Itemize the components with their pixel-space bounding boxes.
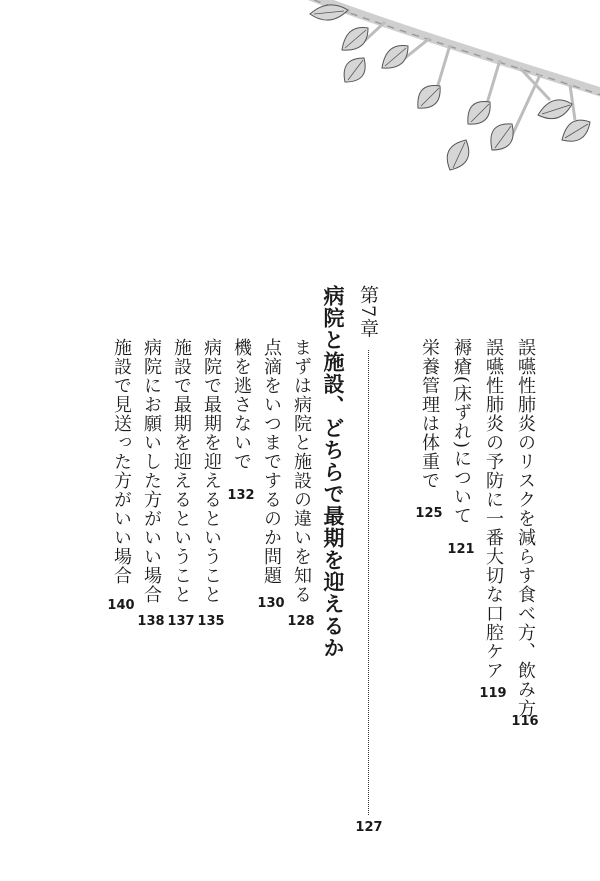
chapter-page: 127	[355, 820, 383, 835]
toc-entry-title: 施設で最期を迎えるということ	[171, 338, 192, 604]
toc-entry-title: 褥瘡(床ずれ)について	[451, 338, 472, 526]
toc-entry-page: 137	[167, 614, 195, 629]
toc-entry-page: 140	[107, 598, 135, 613]
toc-entry-title: 病院で最期を迎えるということ	[201, 338, 222, 604]
chapter-title: 病院と施設、どちらで最期を迎えるか	[321, 285, 345, 659]
leaf-icon	[447, 140, 469, 170]
leaf-icon	[562, 120, 590, 141]
toc-entry-page: 130	[257, 596, 285, 611]
toc-entry-page: 132	[227, 488, 255, 503]
leaf-icon	[468, 101, 490, 124]
leaf-icon	[538, 100, 572, 119]
toc-entry-title: 誤嚥性肺炎の予防に一番大切な口腔ケア	[483, 338, 504, 680]
toc-entry-page: 138	[137, 614, 165, 629]
chapter-label: 第7章	[357, 285, 379, 339]
toc-entry-title: 病院にお願いした方がいい場合	[141, 338, 162, 604]
toc-entry-page: 119	[479, 686, 507, 701]
toc-entry-page: 116	[511, 714, 539, 729]
toc-entry-title: 機を逃さないで	[231, 338, 252, 471]
toc-entry-title: 誤嚥性肺炎のリスクを減らす食べ方、飲み方	[515, 338, 536, 718]
toc-entry-title: まずは病院と施設の違いを知る	[291, 338, 312, 604]
branch-illustration	[290, 0, 600, 210]
leaf-icon	[418, 85, 440, 108]
toc-entry-title: 栄養管理は体重で	[419, 338, 440, 490]
toc-entry-title: 点滴をいつまでするのか問題	[261, 338, 282, 585]
toc-entry-page: 128	[287, 614, 315, 629]
toc-entry-page: 135	[197, 614, 225, 629]
toc-entry-page: 125	[415, 506, 443, 521]
toc-entry-page: 121	[447, 542, 475, 557]
dot-leader	[368, 350, 369, 815]
toc-entry-title: 施設で見送った方がいい場合	[111, 338, 132, 585]
